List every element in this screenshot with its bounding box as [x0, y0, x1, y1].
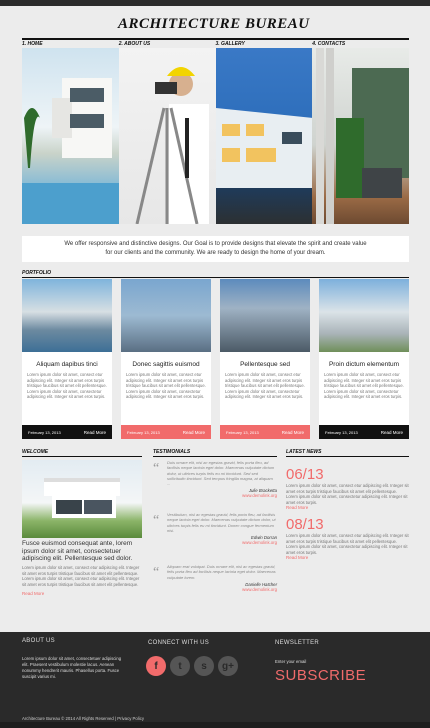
portfolio-date: February 13, 2013	[127, 429, 160, 435]
news-heading: LATEST NEWS	[286, 449, 409, 457]
testimonial	[153, 460, 277, 512]
facebook-icon[interactable]: f	[146, 656, 166, 676]
subscribe-button[interactable]: SUBSCRIBE	[275, 667, 367, 684]
read-more-link[interactable]: Read More	[83, 429, 106, 435]
skype-icon[interactable]: s	[194, 656, 214, 676]
portfolio-image[interactable]	[319, 279, 409, 352]
welcome-image	[22, 460, 142, 538]
portfolio-title[interactable]: Donec sagittis euismod	[132, 361, 200, 368]
testimonial-link[interactable]: www.demolink.org	[242, 540, 277, 546]
portfolio-date: February 13, 2013	[325, 429, 358, 435]
copyright-text: Architecture Bureau © 2014 All Rights Reserved | Privacy Policy	[22, 716, 145, 721]
portfolio-card	[121, 279, 211, 439]
news-date: 06/13	[286, 466, 324, 483]
portfolio-image[interactable]	[22, 279, 112, 352]
portfolio-date: February 13, 2013	[226, 429, 259, 435]
news-text: Lorem ipsum dolor sit amet, consect etur adipiscing elit. Integer sit amet eros turpis tristique faucibus sit amet elit pellentesque. Lorem ipsum dolor sit amet, consectetur adipiscing elit. Integer sit amet eros turpis.	[286, 533, 409, 555]
nav-item-gallery[interactable]: 3. GALLERY	[216, 38, 313, 47]
testimonial	[153, 564, 277, 616]
testimonial-author: Danielle Hatcher	[245, 581, 277, 587]
news-read-more[interactable]: Read More	[286, 505, 309, 510]
portfolio-text: Lorem ipsum dolor sit amet, consect etur adipiscing elit. Integer sit amet eros turpis tristique faucibus sit amet elit pellentesque. Lorem ipsum dolor sit amet, consectetur adipiscing elit. Integer sit amet eros turpis.	[27, 372, 107, 399]
footer-connect-title: CONNECT WITH US	[148, 640, 210, 646]
intro-line-2: for our clients and the community. We are ready to design the home of your dream.	[105, 250, 326, 256]
portfolio-footer	[319, 425, 409, 439]
news-read-more[interactable]: Read More	[286, 555, 309, 560]
testimonial-author: Edwin Dorran	[250, 535, 277, 541]
top-bar	[0, 0, 430, 6]
hero-image-surveyor	[119, 48, 216, 224]
footer-newsletter-title: NEWSLETTER	[275, 640, 320, 646]
portfolio-footer	[121, 425, 211, 439]
welcome-text	[22, 565, 142, 597]
news-date: 08/13	[286, 516, 324, 533]
testimonials-heading: TESTIMONIALS	[153, 449, 277, 457]
hero-image-building-night	[216, 48, 313, 224]
news-text: Lorem ipsum dolor sit amet, consect etur adipiscing elit. Integer sit amet eros turpis tristique faucibus sit amet elit pellentesque. Lorem ipsum dolor sit amet, consectetur adipiscing elit. Integer sit amet eros turpis.	[286, 483, 409, 505]
quote-icon: “	[153, 461, 160, 476]
portfolio-card	[319, 279, 409, 439]
footer-about-title: ABOUT US	[22, 638, 55, 644]
portfolio-grid	[22, 279, 409, 439]
quote-icon: “	[153, 513, 160, 528]
news-item	[286, 466, 409, 510]
hero-image-house	[22, 48, 119, 224]
portfolio-card	[220, 279, 310, 439]
bottom-bar	[0, 722, 430, 728]
testimonial-text: Aliquam erat volutpat. Duis ornare elit, nisl ac egestas gravid, felis porta fleu ad facilisis neque lacinia eget dolor. Maecenas vulputate lorem.	[167, 564, 276, 580]
google-plus-icon[interactable]: g+	[218, 656, 238, 676]
news-list	[286, 460, 409, 560]
testimonial-link[interactable]: www.demolink.org	[242, 586, 277, 592]
testimonial-link[interactable]: www.demolink.org	[242, 493, 277, 499]
twitter-icon[interactable]: t	[170, 656, 190, 676]
welcome-title: Fusce euismod consequat ante, lorem ipsum dolor sit amet, consectetuer adipiscing elit. Pellentesque sed dolor.	[22, 540, 133, 562]
testimonial	[153, 512, 277, 564]
portfolio-text: Lorem ipsum dolor sit amet, consect etur adipiscing elit. Integer sit amet eros turpis tristique faucibus sit amet elit pellentesque. Lorem ipsum dolor sit amet, consectetur adipiscing elit. Integer sit amet eros turpis.	[324, 372, 404, 399]
hero-image-interior	[312, 48, 409, 224]
site-logo[interactable]: ARCHITECTURE BUREAU	[118, 16, 310, 32]
portfolio-title[interactable]: Pellentesque sed	[240, 361, 290, 368]
email-field-label[interactable]: Enter your email	[275, 659, 307, 664]
welcome-heading: WELCOME	[22, 449, 142, 457]
nav-item-home[interactable]: 1. HOME	[22, 38, 119, 47]
footer-about-text: Lorem ipsum dolor sit amet, consectetuer adipiscing elit. Praesent vestibulum molestie lacus. Aenean nonummy hendrerit mauris. Phasellus porta. Fusce suscipit varius mi.	[22, 656, 122, 679]
portfolio-text: Lorem ipsum dolor sit amet, consect etur adipiscing elit. Integer sit amet eros turpis tristique faucibus sit amet elit pellentesque. Lorem ipsum dolor sit amet, consectetur adipiscing elit. Integer sit amet eros turpis.	[126, 372, 206, 399]
nav-item-about[interactable]: 2. ABOUT US	[119, 38, 216, 47]
portfolio-footer	[220, 425, 310, 439]
read-more-link[interactable]: Read More	[182, 429, 205, 435]
testimonials-list	[153, 460, 277, 616]
portfolio-title[interactable]: Proin dictum elementum	[328, 361, 400, 368]
hero-slides	[22, 48, 409, 224]
welcome-read-more[interactable]: Read More	[22, 591, 45, 596]
news-item	[286, 516, 409, 560]
social-links	[146, 656, 238, 676]
quote-icon: “	[153, 565, 160, 580]
intro-line-1: We offer responsive and distinctive designs. Our Goal is to provide designs that elevate the spirit and create value	[64, 241, 367, 247]
read-more-link[interactable]: Read More	[380, 429, 403, 435]
read-more-link[interactable]: Read More	[281, 429, 304, 435]
welcome-body: Lorem ipsum dolor sit amet, consect etur adipiscing elit. Integer sit amet eros turpis tristique faucibus sit amet elit pellentesque. Lorem ipsum dolor sit amet, consect etur adipiscing elit. Integer sit amet eros turpis tristique faucibus sit amet elit pellentesque.	[22, 565, 140, 587]
main-nav	[22, 38, 409, 47]
intro-box	[22, 236, 409, 262]
testimonial-author: Julie Bracketta	[248, 488, 277, 494]
portfolio-card	[22, 279, 112, 439]
portfolio-date: February 13, 2013	[28, 429, 61, 435]
portfolio-image[interactable]	[220, 279, 310, 352]
portfolio-text: Lorem ipsum dolor sit amet, consect etur adipiscing elit. Integer sit amet eros turpis tristique faucibus sit amet elit pellentesque. Lorem ipsum dolor sit amet, consectetur adipiscing elit. Integer sit amet eros turpis.	[225, 372, 305, 399]
portfolio-title[interactable]: Aliquam dapibus tinci	[36, 361, 98, 368]
portfolio-image[interactable]	[121, 279, 211, 352]
testimonial-text: Vestibulum, nisl ac egestas gravid, felis porta fleu, ad facilisis neque lacinia eget dolor. Maecenas vulputate dictum dolor, ut ultrices turpis felis eu mi tincidunt. Donec congue fermentum nisi.	[167, 512, 276, 533]
testimonial-text: Duis ornare elit, nisl ac egestas gravid, felis porta fleu, ad facilisis neque lacinia eget dolor. Maecenas vulputate dictum dolor, ut ultrices turpis felis eu mi tincidunt. Sed sed sollicitudin tincidunt. Sed tempus fringilla magna, at aliquam ...	[167, 460, 275, 487]
portfolio-footer	[22, 425, 112, 439]
portfolio-heading: PORTFOLIO	[22, 270, 409, 278]
nav-item-contacts[interactable]: 4. CONTACTS	[312, 38, 409, 47]
